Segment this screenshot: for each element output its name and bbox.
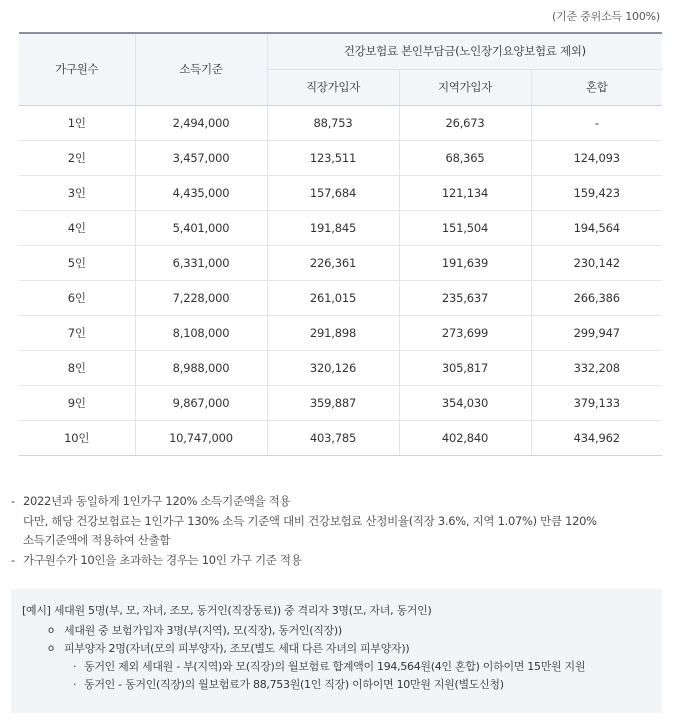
- cell-income-standard: 8,988,000: [135, 350, 267, 385]
- cell-regional: 121,134: [399, 175, 531, 210]
- example-title: [예시] 세대원 5명(부, 모, 자녀, 조모, 동거인(직장동료)) 중 격리자 3명(모, 자녀, 동거인): [22, 604, 432, 617]
- table-row: [19, 210, 662, 245]
- cell-income-standard: 9,867,000: [135, 385, 267, 420]
- cell-household-count: 3인: [19, 175, 135, 210]
- cell-income-standard: 3,457,000: [135, 140, 267, 175]
- example-circle-item: [22, 622, 662, 640]
- notes-section: [11, 492, 661, 570]
- table-row: [19, 385, 662, 420]
- example-dot-item: [22, 658, 662, 676]
- unit-note: (기준 중위소득 100%): [552, 10, 660, 23]
- note-dash: -: [11, 494, 15, 508]
- cell-household-count: 2인: [19, 140, 135, 175]
- cell-employee: 320,126: [267, 350, 399, 385]
- cell-regional: 402,840: [399, 420, 531, 455]
- cell-income-standard: 8,108,000: [135, 315, 267, 350]
- table-row: [19, 140, 662, 175]
- table-row: [19, 105, 662, 140]
- table-body: [19, 105, 662, 455]
- table-row: [19, 280, 662, 315]
- cell-income-standard: 2,494,000: [135, 105, 267, 140]
- cell-mixed: 379,133: [531, 385, 662, 420]
- note-line: 가구원수가 10인을 초과하는 경우는 10인 가구 기준 적용: [23, 552, 302, 567]
- cell-household-count: 6인: [19, 280, 135, 315]
- cell-employee: 226,361: [267, 245, 399, 280]
- cell-household-count: 8인: [19, 350, 135, 385]
- cell-mixed: -: [531, 105, 662, 140]
- cell-household-count: 5인: [19, 245, 135, 280]
- cell-regional: 235,637: [399, 280, 531, 315]
- cell-employee: 88,753: [267, 105, 399, 140]
- note-line: 2022년과 동일하게 1인가구 120% 소득기준액을 적용: [23, 494, 291, 508]
- table-row: [19, 315, 662, 350]
- table-row: [19, 350, 662, 385]
- cell-employee: 359,887: [267, 385, 399, 420]
- header-premium-group: 건강보험료 본인부담금(노인장기요양보험료 제외): [267, 33, 662, 69]
- cell-employee: 403,785: [267, 420, 399, 455]
- cell-mixed: 332,208: [531, 350, 662, 385]
- cell-employee: 191,845: [267, 210, 399, 245]
- cell-employee: 261,015: [267, 280, 399, 315]
- table-row: [19, 245, 662, 280]
- cell-household-count: 1인: [19, 105, 135, 140]
- note-item: [11, 492, 661, 551]
- cell-mixed: 434,962: [531, 420, 662, 455]
- header-employee-subscriber: 직장가입자: [267, 69, 399, 105]
- dot-bullet-icon: ·: [73, 660, 77, 673]
- example-dot-text: 동거인 제외 세대원 - 부(지역)와 모(직장)의 월보험료 합계액이 194,564원(4인 혼합) 이하이면 15만원 지원: [84, 660, 586, 673]
- cell-employee: 291,898: [267, 315, 399, 350]
- income-premium-table: [19, 32, 662, 456]
- dot-bullet-icon: ·: [73, 678, 77, 691]
- example-circle-item: [22, 640, 662, 658]
- cell-income-standard: 10,747,000: [135, 420, 267, 455]
- circle-bullet-icon: o: [48, 643, 54, 654]
- header-household-count: 가구원수: [19, 33, 135, 105]
- note-line: 다만, 해당 건강보험료는 1인가구 130% 소득 기준액 대비 건강보험료 산정비율(직장 3.6%, 지역 1.07%) 만큼 120%: [23, 513, 597, 528]
- cell-income-standard: 4,435,000: [135, 175, 267, 210]
- cell-mixed: 159,423: [531, 175, 662, 210]
- cell-regional: 26,673: [399, 105, 531, 140]
- cell-mixed: 194,564: [531, 210, 662, 245]
- header-mixed: 혼합: [531, 69, 662, 105]
- table-header: [19, 33, 662, 105]
- cell-household-count: 10인: [19, 420, 135, 455]
- note-dash: -: [11, 552, 15, 567]
- cell-mixed: 266,386: [531, 280, 662, 315]
- cell-mixed: 124,093: [531, 140, 662, 175]
- cell-regional: 305,817: [399, 350, 531, 385]
- cell-mixed: 230,142: [531, 245, 662, 280]
- cell-income-standard: 7,228,000: [135, 280, 267, 315]
- note-item: [11, 551, 661, 571]
- table-row: [19, 420, 662, 455]
- header-regional-subscriber: 지역가입자: [399, 69, 531, 105]
- cell-household-count: 4인: [19, 210, 135, 245]
- cell-household-count: 9인: [19, 385, 135, 420]
- cell-regional: 191,639: [399, 245, 531, 280]
- cell-regional: 68,365: [399, 140, 531, 175]
- example-circle-text: 세대원 중 보험가입자 3명(부(지역), 모(직장), 동거인(직장)): [64, 624, 342, 637]
- cell-employee: 123,511: [267, 140, 399, 175]
- table-row: [19, 175, 662, 210]
- cell-regional: 151,504: [399, 210, 531, 245]
- example-dot-text: 동거인 - 동거인(직장)의 월보험료가 88,753원(1인 직장) 이하이면 10만원 지원(별도신청): [84, 678, 504, 691]
- cell-employee: 157,684: [267, 175, 399, 210]
- example-circle-text: 피부양자 2명(자녀(모의 피부양자), 조모(별도 세대 다른 자녀의 피부양자)): [64, 642, 410, 655]
- cell-mixed: 299,947: [531, 315, 662, 350]
- cell-regional: 354,030: [399, 385, 531, 420]
- note-line: 소득기준액에 적용하여 산출함: [23, 533, 171, 547]
- header-income-standard: 소득기준: [135, 33, 267, 105]
- cell-income-standard: 6,331,000: [135, 245, 267, 280]
- example-box: [11, 589, 662, 713]
- cell-household-count: 7인: [19, 315, 135, 350]
- income-premium-table-container: [19, 32, 662, 456]
- example-dot-item: [22, 676, 662, 694]
- cell-income-standard: 5,401,000: [135, 210, 267, 245]
- circle-bullet-icon: o: [48, 625, 54, 636]
- cell-regional: 273,699: [399, 315, 531, 350]
